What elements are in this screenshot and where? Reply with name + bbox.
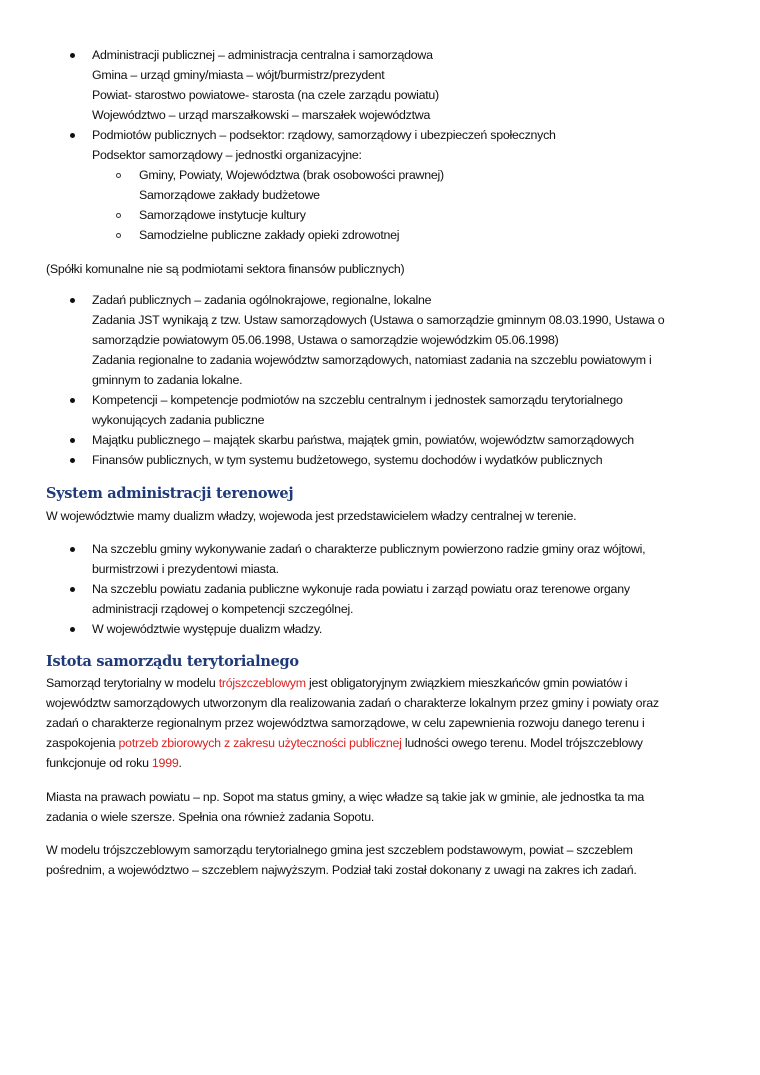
list-item: Zadań publicznych – zadania ogólnokrajowe, regionalne, lokalne: [92, 293, 432, 307]
list-item-line: administracji rządowej o kompetencji szczególnej.: [92, 602, 354, 616]
bullet-icon: [70, 438, 75, 443]
circle-bullet-icon: [116, 213, 121, 218]
list-item-line: Gmina – urząd gminy/miasta – wójt/burmistrz/prezydent: [92, 68, 385, 82]
bullet-icon: [70, 53, 75, 58]
highlight-text: 1999: [151, 756, 179, 770]
circle-bullet-icon: [116, 173, 121, 178]
paragraph-line: zadań o charakterze regionalnym przez województwa samorządowe, w celu zapewnienia rozwoju danego terenu i: [46, 716, 645, 730]
list-item-line: burmistrzowi i prezydentowi miasta.: [92, 562, 279, 576]
paragraph-line: [46, 753, 182, 773]
sub-list-item: Gminy, Powiaty, Województwa (brak osobowości prawnej): [139, 168, 444, 182]
list-item-line: Województwo – urząd marszałkowski – marszałek województwa: [92, 108, 431, 122]
paragraph-line: [46, 673, 627, 693]
paragraph-line: pośrednim, a województwo – szczeblem najwyższym. Podział taki został dokonany z uwagi na zakres ich zadań.: [46, 863, 637, 877]
bullet-icon: [70, 587, 75, 592]
bullet-icon: [70, 398, 75, 403]
paragraph-line: zadania o wiele szersze. Spełnia ona również zadania Sopotu.: [46, 810, 375, 824]
paragraph-line: W modelu trójszczeblowym samorządu terytorialnego gmina jest szczeblem podstawowym, powiat – szczeblem: [46, 843, 633, 857]
list-item-line: Podsektor samorządowy – jednostki organizacyjne:: [92, 148, 362, 162]
circle-bullet-icon: [116, 233, 121, 238]
bullet-icon: [70, 298, 75, 303]
list-item-line: gminnym to zadania lokalne.: [92, 373, 243, 387]
text: zaspokojenia: [46, 736, 119, 750]
section-heading: Istota samorządu terytorialnego: [46, 653, 299, 670]
list-item: Na szczeblu gminy wykonywanie zadań o charakterze publicznym powierzono radzie gminy oraz wójtowi,: [92, 542, 646, 556]
list-item: Kompetencji – kompetencje podmiotów na szczeblu centralnym i jednostek samorządu terytorialnego: [92, 393, 623, 407]
highlight-text: trójszczeblowym: [218, 676, 306, 690]
bullet-icon: [70, 133, 75, 138]
highlight-text: potrzeb zbiorowych z zakresu użyteczności publicznej: [118, 736, 402, 750]
text: jest obligatoryjnym związkiem mieszkańców gmin powiatów i: [305, 676, 628, 690]
list-item-line: wykonujących zadania publiczne: [92, 413, 265, 427]
paragraph-line: [46, 733, 643, 753]
section-heading: System administracji terenowej: [46, 485, 294, 502]
bullet-icon: [70, 627, 75, 632]
list-item: Majątku publicznego – majątek skarbu państwa, majątek gmin, powiatów, województw samorządowych: [92, 433, 634, 447]
bullet-icon: [70, 458, 75, 463]
sub-list-item: Samorządowe instytucje kultury: [139, 208, 306, 222]
sub-list-item: Samodzielne publiczne zakłady opieki zdrowotnej: [139, 228, 400, 242]
text: ludności owego terenu. Model trójszczeblowy: [401, 736, 643, 750]
list-item-line: samorządzie powiatowym 05.06.1998, Ustawa o samorządzie wojewódzkim 05.06.1998): [92, 333, 559, 347]
list-item-line: Zadania JST wynikają z tzw. Ustaw samorządowych (Ustawa o samorządzie gminnym 08.03.1990, Ustawa o: [92, 313, 665, 327]
list-item: Finansów publicznych, w tym systemu budżetowego, systemu dochodów i wydatków publicznych: [92, 453, 603, 467]
paragraph: W województwie mamy dualizm władzy, wojewoda jest przedstawicielem władzy centralnej w terenie.: [46, 509, 577, 523]
text: .: [178, 756, 182, 770]
paragraph-line: Miasta na prawach powiatu – np. Sopot ma status gminy, a więc władze są takie jak w gminie, ale jednostka ta ma: [46, 790, 645, 804]
list-item-line: Powiat- starostwo powiatowe- starosta (na czele zarządu powiatu): [92, 88, 439, 102]
paragraph-line: województw samorządowych utworzonym dla realizowania zadań o charakterze lokalnym przez gminy i powiaty oraz: [46, 696, 659, 710]
list-item: W województwie występuje dualizm władzy.: [92, 622, 323, 636]
sub-list-item-line: Samorządowe zakłady budżetowe: [139, 188, 320, 202]
text: funkcjonuje od roku: [46, 756, 152, 770]
bullet-icon: [70, 547, 75, 552]
list-item: Podmiotów publicznych – podsektor: rządowy, samorządowy i ubezpieczeń społecznych: [92, 128, 556, 142]
note-text: (Spółki komunalne nie są podmiotami sektora finansów publicznych): [46, 262, 405, 276]
list-item: Na szczeblu powiatu zadania publiczne wykonuje rada powiatu i zarząd powiatu oraz terenowe organy: [92, 582, 630, 596]
list-item: Administracji publicznej – administracja centralna i samorządowa: [92, 48, 433, 62]
list-item-line: Zadania regionalne to zadania województw samorządowych, natomiast zadania na szczeblu powiatowym i: [92, 353, 652, 367]
text: Samorząd terytorialny w modelu: [46, 676, 219, 690]
